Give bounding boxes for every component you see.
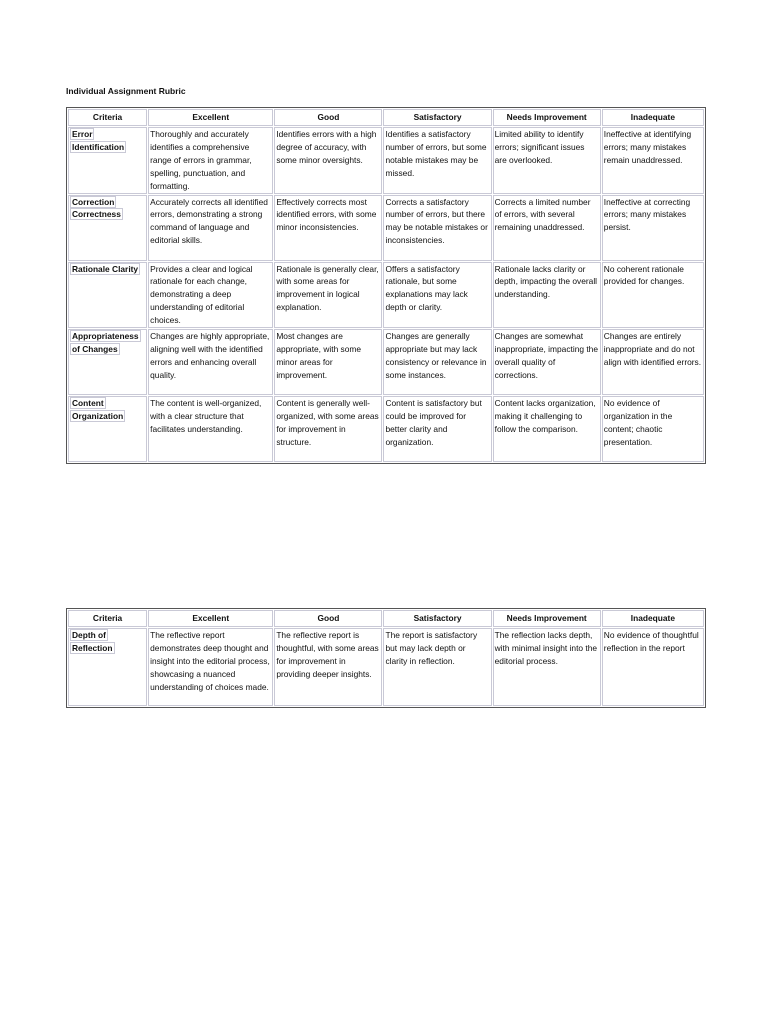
table-row <box>68 262 704 329</box>
inadequate-cell: Changes are entirely inappropriate and do not align with identified errors. <box>602 329 704 395</box>
criteria-cell: Correction Correctness <box>68 195 147 261</box>
table-row <box>68 195 704 261</box>
satisfactory-cell: Identifies a satisfactory number of errors, but some notable mistakes may be missed. <box>383 127 491 194</box>
criteria-cell: Depth of Reflection <box>68 628 147 706</box>
good-cell: Content is generally well-organized, with some areas for improvement in structure. <box>274 396 382 462</box>
excellent-cell: The content is well-organized, with a clear structure that facilitates understanding. <box>148 396 273 462</box>
good-cell: Identifies errors with a high degree of accuracy, with some minor oversights. <box>274 127 382 194</box>
excellent-cell: The reflective report demonstrates deep thought and insight into the editorial process, showcasing a nuanced understanding of choices made. <box>148 628 273 706</box>
header-criteria: Criteria <box>68 109 147 126</box>
needs-improvement-cell: Corrects a limited number of errors, with several remaining unaddressed. <box>493 195 601 261</box>
needs-improvement-cell: Limited ability to identify errors; significant issues are overlooked. <box>493 127 601 194</box>
header-good: Good <box>274 109 382 126</box>
needs-improvement-cell: Content lacks organization, making it challenging to follow the comparison. <box>493 396 601 462</box>
criteria-cell: Rationale Clarity <box>68 262 147 329</box>
needs-improvement-cell: The reflection lacks depth, with minimal insight into the editorial process. <box>493 628 601 706</box>
header-excellent: Excellent <box>148 610 273 627</box>
good-cell: The reflective report is thoughtful, with some areas for improvement in providing deeper insights. <box>274 628 382 706</box>
needs-improvement-cell: Rationale lacks clarity or depth, impacting the overall understanding. <box>493 262 601 329</box>
header-inadequate: Inadequate <box>602 610 704 627</box>
header-good: Good <box>274 610 382 627</box>
header-row <box>68 109 704 126</box>
satisfactory-cell: Changes are generally appropriate but may lack consistency or relevance in some instances. <box>383 329 491 395</box>
header-needs-improvement: Needs Improvement <box>493 610 601 627</box>
good-cell: Effectively corrects most identified errors, with some minor inconsistencies. <box>274 195 382 261</box>
header-satisfactory: Satisfactory <box>383 610 491 627</box>
inadequate-cell: No evidence of organization in the content; chaotic presentation. <box>602 396 704 462</box>
table-row <box>68 396 704 462</box>
rubric-table-reflection <box>66 608 706 708</box>
excellent-cell: Thoroughly and accurately identifies a comprehensive range of errors in grammar, spelling, punctuation, and formatting. <box>148 127 273 194</box>
satisfactory-cell: Content is satisfactory but could be improved for better clarity and organization. <box>383 396 491 462</box>
header-needs-improvement: Needs Improvement <box>493 109 601 126</box>
good-cell: Rationale is generally clear, with some areas for improvement in logical explanation. <box>274 262 382 329</box>
satisfactory-cell: The report is satisfactory but may lack depth or clarity in reflection. <box>383 628 491 706</box>
criteria-cell: Appropriateness of Changes <box>68 329 147 395</box>
inadequate-cell: Ineffective at correcting errors; many mistakes persist. <box>602 195 704 261</box>
excellent-cell: Changes are highly appropriate, aligning well with the identified errors and enhancing overall quality. <box>148 329 273 395</box>
inadequate-cell: Ineffective at identifying errors; many mistakes remain unaddressed. <box>602 127 704 194</box>
header-criteria: Criteria <box>68 610 147 627</box>
document-title: Individual Assignment Rubric <box>66 86 186 96</box>
good-cell: Most changes are appropriate, with some minor areas for improvement. <box>274 329 382 395</box>
inadequate-cell: No evidence of thoughtful reflection in the report <box>602 628 704 706</box>
header-excellent: Excellent <box>148 109 273 126</box>
table-row <box>68 127 704 194</box>
inadequate-cell: No coherent rationale provided for changes. <box>602 262 704 329</box>
table-row <box>68 329 704 395</box>
satisfactory-cell: Offers a satisfactory rationale, but some explanations may lack depth or clarity. <box>383 262 491 329</box>
needs-improvement-cell: Changes are somewhat inappropriate, impacting the overall quality of corrections. <box>493 329 601 395</box>
header-satisfactory: Satisfactory <box>383 109 491 126</box>
rubric-table-main <box>66 107 706 464</box>
criteria-cell: Content Organization <box>68 396 147 462</box>
table-row <box>68 628 704 706</box>
criteria-cell: Error Identification <box>68 127 147 194</box>
satisfactory-cell: Corrects a satisfactory number of errors, but there may be notable mistakes or inconsistencies. <box>383 195 491 261</box>
excellent-cell: Accurately corrects all identified errors, demonstrating a strong command of language and editorial skills. <box>148 195 273 261</box>
header-row <box>68 610 704 627</box>
header-inadequate: Inadequate <box>602 109 704 126</box>
excellent-cell: Provides a clear and logical rationale for each change, demonstrating a deep understanding of editorial choices. <box>148 262 273 329</box>
